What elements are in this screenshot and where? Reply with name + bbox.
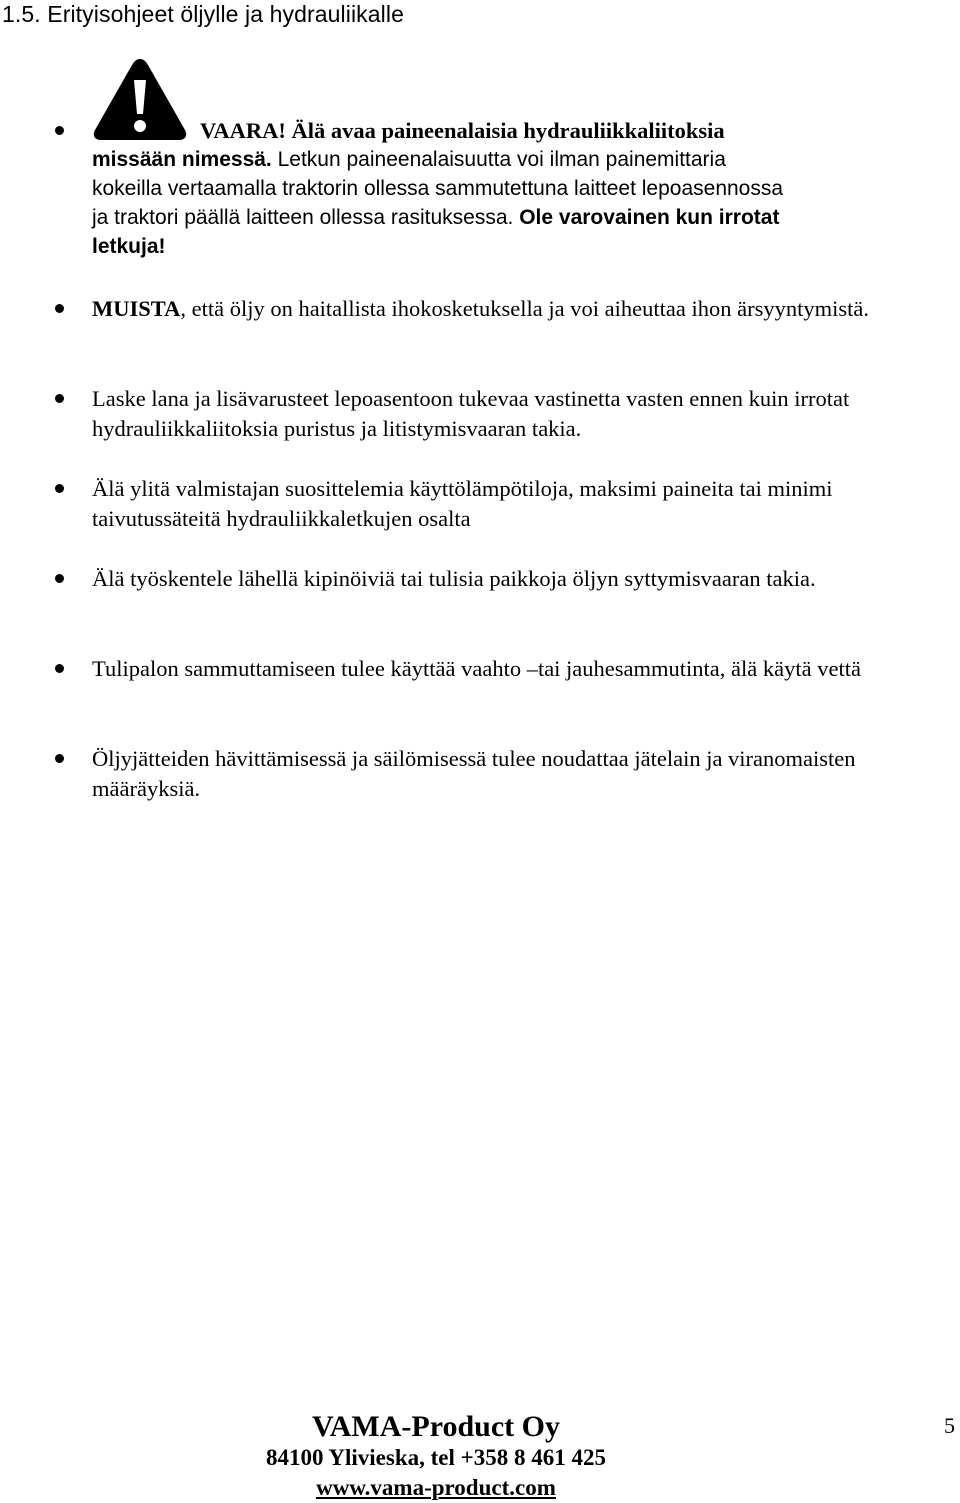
item-text: Öljyjätteiden hävittämisessä ja säilömisessä tulee noudattaa jätelain ja viranomaisten määräyksiä. xyxy=(92,746,856,801)
footer-company-name: VAMA-Product Oy xyxy=(311,1410,561,1443)
footer-website-link[interactable]: www.vama-product.com xyxy=(316,1475,556,1500)
warning-line4: ja traktori päällä laitteen ollessa rasituksessa. xyxy=(92,206,520,229)
page-number: 5 xyxy=(944,1413,955,1438)
warning-triangle-icon xyxy=(92,56,188,142)
warning-line3: kokeilla vertaamalla traktorin ollessa sammutettuna laitteet lepoasennossa xyxy=(92,177,784,200)
footer-address: 84100 Ylivieska, tel +358 8 461 425 xyxy=(266,1445,606,1470)
item-bold-lead: MUISTA xyxy=(92,296,181,321)
item-text: Laske lana ja lisävarusteet lepoasentoon tukevaa vastinetta vasten ennen kuin irrotat hydrauliikkaliitoksia puristus ja litistymisvaaran takia. xyxy=(92,386,850,441)
warning-line5-bold: letkuja! xyxy=(92,235,166,258)
item-text: Älä työskentele lähellä kipinöiviä tai tulisia paikkoja öljyn syttymisvaaran takia. xyxy=(92,566,816,591)
warning-line2-bold: missään nimessä. xyxy=(92,148,272,171)
bullet-dot xyxy=(55,126,64,135)
bullet-dot xyxy=(55,304,64,313)
item-text: Älä ylitä valmistajan suosittelemia käyttölämpötiloja, maksimi paineita tai minimi taivutussäteitä hydrauliikkaletkujen osalta xyxy=(92,476,833,531)
item-text: Tulipalon sammuttamiseen tulee käyttää vaahto –tai jauhesammutinta, älä käytä vettä xyxy=(92,656,861,681)
bullet-dot xyxy=(55,394,64,403)
bullet-dot xyxy=(55,664,64,673)
warning-line2: Letkun paineenalaisuutta voi ilman painemittaria xyxy=(271,148,726,171)
bullet-dot xyxy=(55,574,64,583)
bullet-dot xyxy=(55,754,64,763)
bullet-dot xyxy=(55,484,64,493)
section-heading: 1.5. Erityisohjeet öljylle ja hydrauliikalle xyxy=(2,1,404,27)
warning-line4-bold: Ole varovainen kun irrotat xyxy=(519,206,780,229)
item-text: , että öljy on haitallista ihokosketuksella ja voi aiheuttaa ihon ärsyyntymistä. xyxy=(180,296,869,321)
warning-lead: VAARA! Älä avaa paineenalaisia hydrauliikkaliitoksia xyxy=(200,118,725,143)
